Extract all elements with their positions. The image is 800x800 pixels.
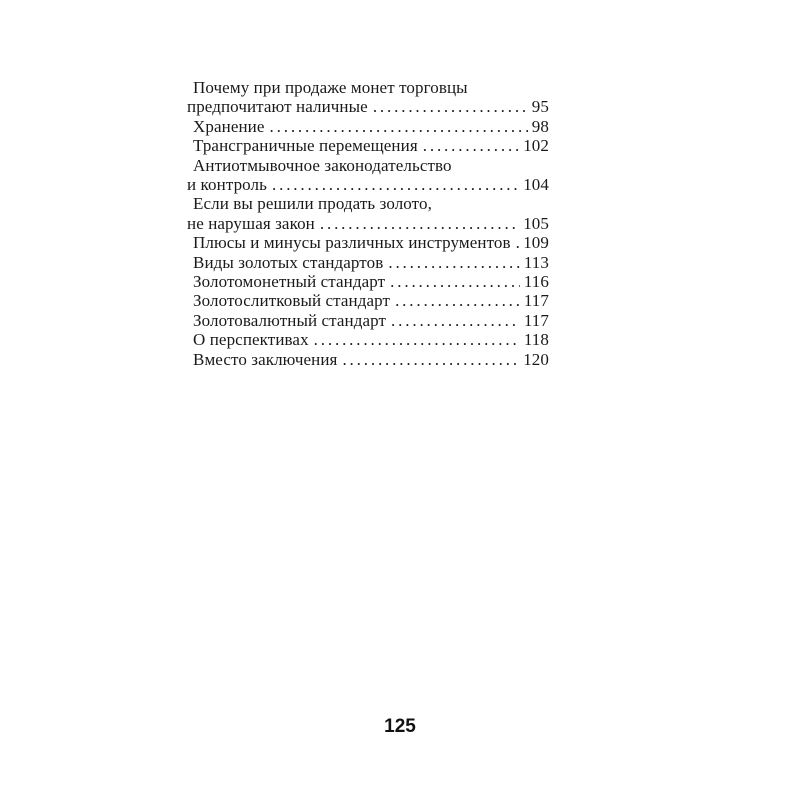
toc-entry-title: и контроль bbox=[187, 175, 267, 195]
toc-entry-title: Золотомонетный стандарт bbox=[193, 272, 386, 292]
toc-entry-title: Вместо заключения bbox=[193, 349, 338, 369]
dot-leader bbox=[314, 330, 520, 349]
toc-entry-page: 104 bbox=[523, 175, 549, 195]
toc-entry-title: Хранение bbox=[193, 116, 265, 136]
toc-entry-first-line: Почему при продаже монет торговцы bbox=[193, 78, 468, 97]
dot-leader bbox=[395, 291, 520, 310]
toc-entry-page: 105 bbox=[523, 213, 549, 233]
toc-entry-page: 95 bbox=[531, 97, 549, 117]
toc-entry bbox=[187, 272, 549, 291]
toc-entry-title: Трансграничные перемещения bbox=[193, 136, 418, 156]
toc-entry-page: 113 bbox=[523, 252, 549, 272]
dot-leader bbox=[388, 253, 519, 272]
toc-entry-page: 102 bbox=[523, 136, 549, 156]
dot-leader bbox=[272, 175, 519, 194]
dot-leader bbox=[423, 136, 519, 155]
dot-leader bbox=[390, 272, 520, 291]
table-of-contents bbox=[187, 78, 549, 369]
toc-entry bbox=[187, 253, 549, 272]
dot-leader bbox=[342, 350, 519, 369]
dot-leader bbox=[320, 214, 519, 233]
toc-entry-title: Золотовалютный стандарт bbox=[193, 310, 387, 330]
toc-entry-page: 118 bbox=[523, 330, 549, 350]
toc-entry bbox=[187, 350, 549, 369]
toc-entry-first-line: Если вы решили продать золото, bbox=[193, 194, 432, 214]
toc-entry bbox=[187, 233, 549, 252]
toc-entry-page: 117 bbox=[523, 291, 549, 311]
toc-entry-page: 120 bbox=[523, 349, 549, 369]
toc-entry-title: Плюсы и минусы различных инструментов bbox=[193, 233, 511, 253]
toc-entry bbox=[187, 136, 549, 155]
toc-entry bbox=[187, 291, 549, 310]
dot-leader bbox=[373, 97, 528, 116]
dot-leader bbox=[516, 233, 520, 252]
toc-entry bbox=[187, 78, 549, 117]
toc-entry-title: О перспективах bbox=[193, 330, 309, 350]
toc-entry-page: 109 bbox=[523, 233, 549, 253]
toc-entry-title: не нарушая закон bbox=[187, 213, 315, 233]
toc-entry bbox=[187, 330, 549, 349]
toc-entry-title: предпочитают наличные bbox=[187, 97, 368, 117]
page-number: 125 bbox=[384, 716, 416, 737]
toc-entry bbox=[187, 156, 549, 195]
toc-entry bbox=[187, 117, 549, 136]
toc-entry bbox=[187, 311, 549, 330]
toc-entry-page: 98 bbox=[531, 116, 549, 136]
toc-entry-title: Золотослитковый стандарт bbox=[193, 291, 391, 311]
dot-leader bbox=[270, 117, 528, 136]
toc-entry-page: 117 bbox=[523, 310, 549, 330]
dot-leader bbox=[391, 311, 520, 330]
toc-entry-first-line: Антиотмывочное законодательство bbox=[193, 155, 452, 175]
toc-entry-title: Виды золотых стандартов bbox=[193, 252, 384, 272]
toc-entry bbox=[187, 194, 549, 233]
toc-entry-page: 116 bbox=[523, 272, 549, 292]
